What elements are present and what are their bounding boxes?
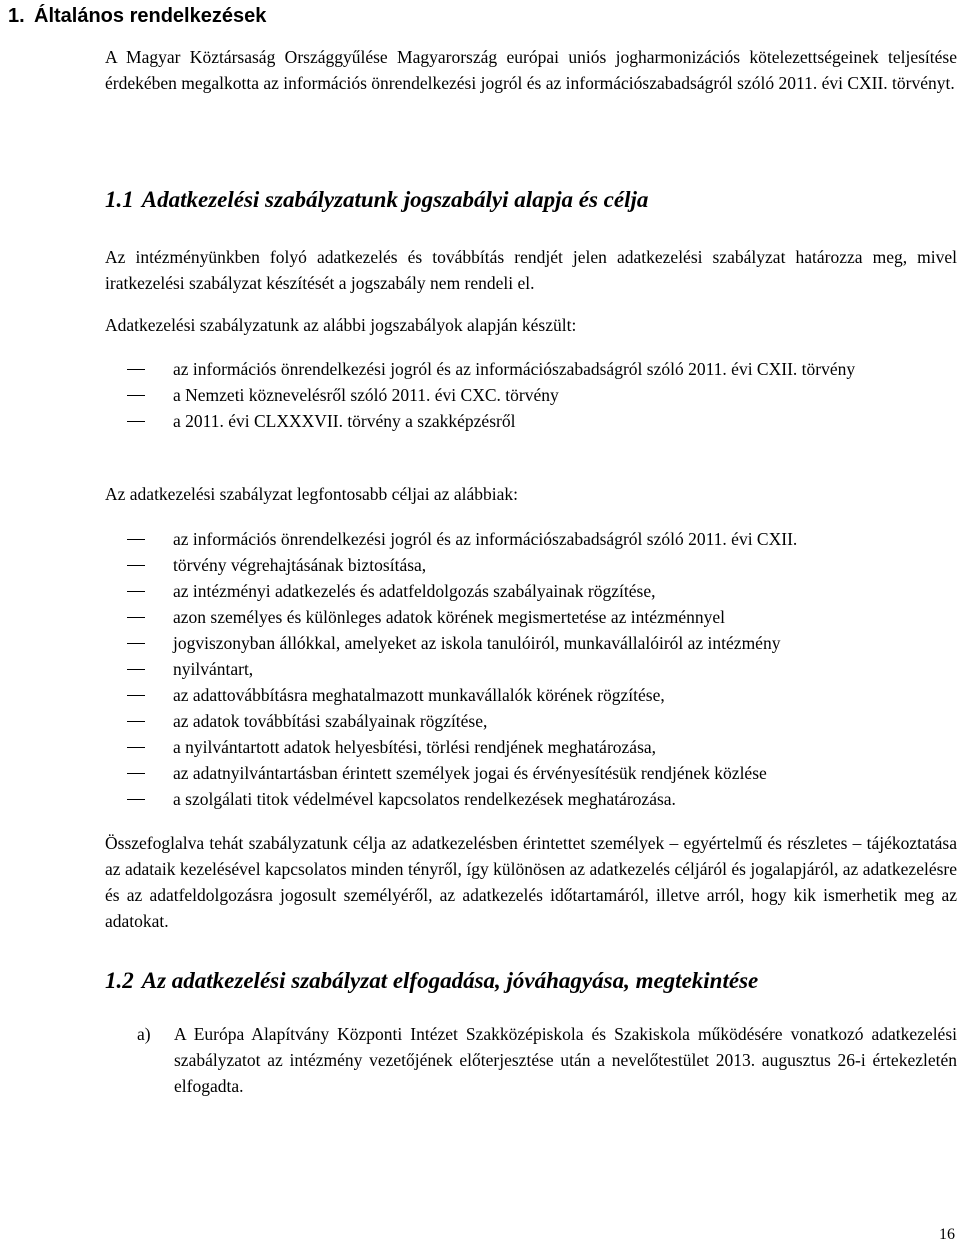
section-1-1-paragraph-2: Adatkezelési szabályzatunk az alábbi jogszabályok alapján készült:	[105, 315, 577, 335]
page-number: 16	[939, 1226, 955, 1243]
section-1-1-summary: Összefoglalva tehát szabályzatunk célja az adatkezelésben érintettet személyek – egyértelmű és részletes – tájékoztatása az adataik kezelésével kapcsolatos minden tényről, így különösen az adatkezelés céljáról és jogalapjáról, az adatkezelésre és az adatfeldolgozásra jogosult személyéről, az adatkezelés időtartamáról, illetve arról, hogy kik ismerhetik meg az adatokat.	[105, 833, 957, 931]
section-1-1-heading	[105, 185, 648, 215]
list-item: nyilvántart,	[173, 659, 254, 679]
list-item: a szolgálati titok védelmével kapcsolatos rendelkezések meghatározása.	[173, 789, 676, 809]
list-item: az intézményi adatkezelés és adatfeldolgozás szabályainak rögzítése,	[173, 581, 656, 601]
laws-list	[105, 356, 957, 434]
section-1-title: Általános rendelkezések	[34, 5, 267, 27]
section-1-2-heading	[105, 966, 758, 996]
list-item: az adattovábbításra meghatalmazott munkavállalók körének rögzítése,	[173, 685, 665, 705]
section-1-2-list	[137, 1021, 957, 1099]
section-1-intro: A Magyar Köztársaság Országgyűlése Magyarország európai uniós jogharmonizációs kötelezettségeinek teljesítése érdekében megalkotta az információs önrendelkezési jogról és az információszabadságról szóló 2011. évi CXII. törvényt.	[105, 47, 957, 93]
list-item: az adatok továbbítási szabályainak rögzítése,	[173, 711, 488, 731]
list-item	[137, 1021, 957, 1099]
section-1-heading	[8, 2, 266, 30]
section-1-2-title: Az adatkezelési szabályzat elfogadása, jóváhagyása, megtekintése	[141, 968, 759, 993]
section-1-1-paragraph-1: Az intézményünkben folyó adatkezelés és továbbítás rendjét jelen adatkezelési szabályzat határozza meg, mivel iratkezelési szabályzat készítését a jogszabály nem rendeli el.	[105, 247, 957, 293]
list-marker: a)	[137, 1024, 151, 1044]
section-1-number: 1.	[8, 5, 25, 27]
section-1-2-number: 1.2	[105, 968, 134, 993]
goals-list	[105, 526, 957, 812]
list-item: a nyilvántartott adatok helyesbítési, törlési rendjének meghatározása,	[173, 737, 657, 757]
list-item: a 2011. évi CLXXXVII. törvény a szakképzésről	[173, 411, 516, 431]
section-1-1-paragraph-3: Az adatkezelési szabályzat legfontosabb céljai az alábbiak:	[105, 484, 518, 504]
list-item: azon személyes és különleges adatok körének megismertetése az intézménnyel	[173, 607, 726, 627]
list-item: a Nemzeti köznevelésről szóló 2011. évi CXC. törvény	[173, 385, 559, 405]
list-item: jogviszonyban állókkal, amelyeket az iskola tanulóiról, munkavállalóiról az intézmény	[173, 633, 781, 653]
section-1-1-number: 1.1	[105, 187, 134, 212]
list-item-text: A Európa Alapítvány Központi Intézet Szakközépiskola és Szakiskola működésére vonatkozó adatkezelési szabályzatot az intézmény vezetőjének előterjesztése után a nevelőtestület 2013. augusztus 26-i értekezletén elfogadta.	[174, 1024, 957, 1096]
list-item: az adatnyilvántartásban érintett személyek jogai és érvényesítésük rendjének közlése	[173, 763, 767, 783]
list-item: az információs önrendelkezési jogról és az információszabadságról szóló 2011. évi CXII.	[173, 529, 798, 549]
list-item: az információs önrendelkezési jogról és az információszabadságról szóló 2011. évi CXII. törvény	[173, 359, 856, 379]
list-item: törvény végrehajtásának biztosítása,	[173, 555, 427, 575]
section-1-1-title: Adatkezelési szabályzatunk jogszabályi alapja és célja	[141, 187, 649, 212]
